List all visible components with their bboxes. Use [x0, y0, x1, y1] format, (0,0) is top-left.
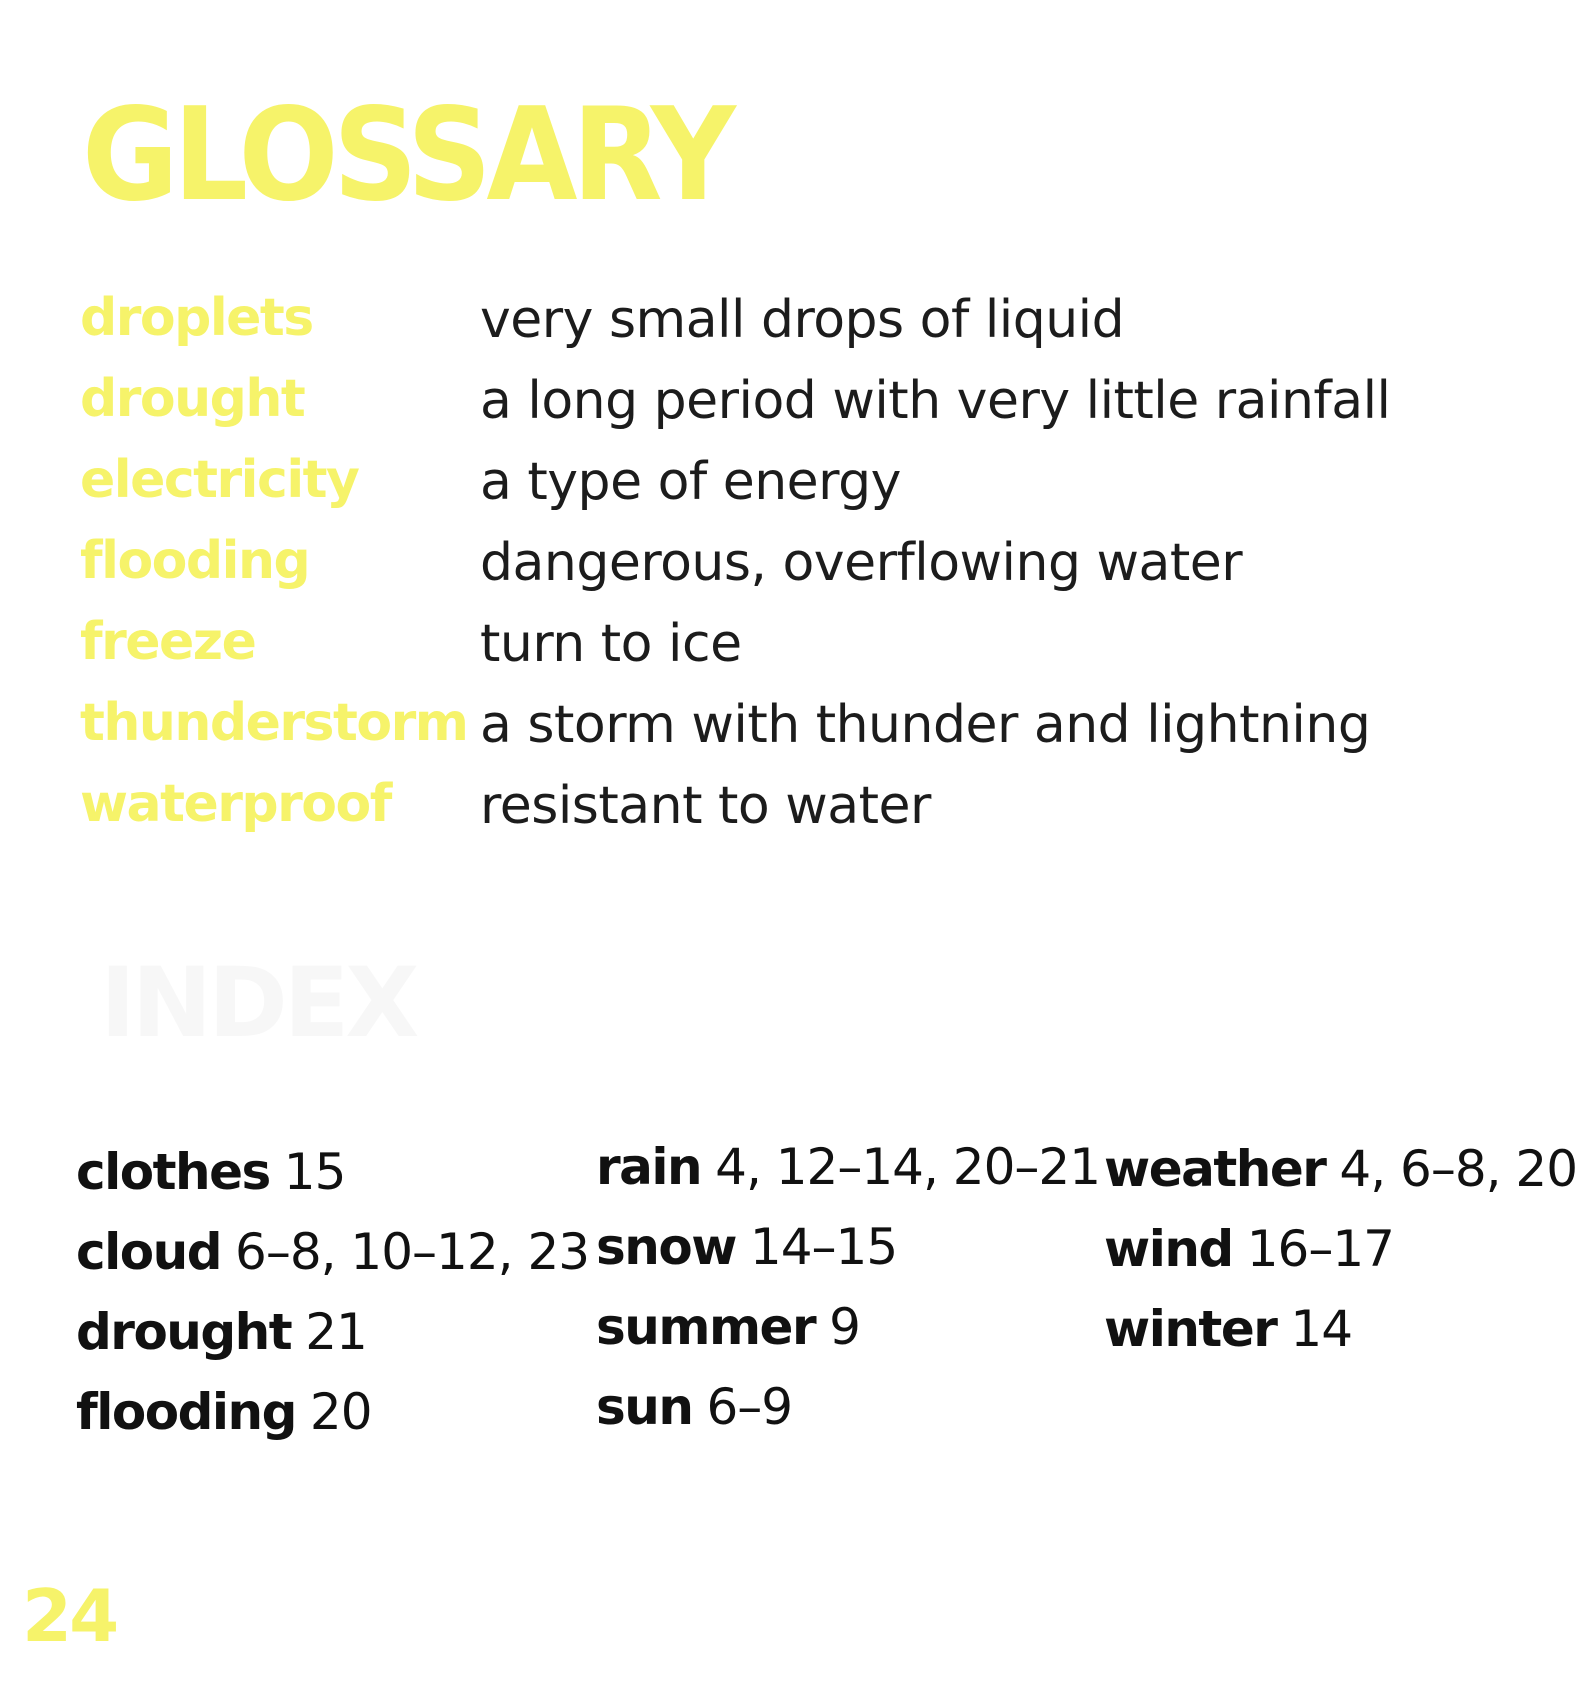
- glossary-definition: resistant to water: [480, 776, 931, 836]
- glossary-term: electricity: [80, 450, 359, 510]
- index-pages: 14: [1290, 1300, 1353, 1358]
- index-term: wind: [1104, 1220, 1233, 1278]
- glossary-title: GLOSSARY: [82, 81, 731, 230]
- glossary-definition: a type of energy: [480, 452, 901, 512]
- index-pages: 16–17: [1246, 1220, 1394, 1278]
- index-pages: 20: [309, 1383, 372, 1441]
- index-column: [1104, 1142, 1577, 1382]
- index-column: [596, 1140, 1100, 1460]
- glossary-entry: [80, 371, 1530, 452]
- glossary-entry: [80, 533, 1530, 614]
- index-term: clothes: [76, 1143, 270, 1201]
- index-term: sun: [596, 1378, 693, 1436]
- glossary-entry: [80, 614, 1530, 695]
- index-term: drought: [76, 1303, 292, 1361]
- index-entry: [596, 1220, 1100, 1300]
- index-heading: INDEX: [100, 947, 416, 1059]
- index-entry: [76, 1305, 589, 1385]
- glossary-entry: [80, 776, 1530, 857]
- index-entry: [1104, 1142, 1577, 1222]
- index-column: [76, 1145, 589, 1465]
- index-entry: [76, 1145, 589, 1225]
- index-term: weather: [1104, 1140, 1326, 1198]
- glossary-definition: a storm with thunder and lightning: [480, 695, 1371, 755]
- index-term: flooding: [76, 1383, 296, 1441]
- glossary-entry: [80, 695, 1530, 776]
- glossary-list: [80, 290, 1530, 857]
- index-pages: 15: [283, 1143, 346, 1201]
- glossary-term: droplets: [80, 288, 313, 348]
- glossary-term: freeze: [80, 612, 256, 672]
- index-pages: 21: [305, 1303, 367, 1361]
- index-entry: [596, 1380, 1100, 1460]
- index-term: cloud: [76, 1223, 222, 1281]
- glossary-entry: [80, 290, 1530, 371]
- glossary-definition: a long period with very little rainfall: [480, 371, 1391, 431]
- index-pages: 14–15: [749, 1218, 898, 1276]
- index-entry: [596, 1300, 1100, 1380]
- index-pages: 4, 6–8, 20: [1339, 1140, 1578, 1198]
- index-pages: 4, 12–14, 20–21: [715, 1138, 1101, 1196]
- index-entry: [1104, 1302, 1577, 1382]
- index-pages: 6–8, 10–12, 23: [235, 1223, 590, 1281]
- index-entry: [76, 1225, 589, 1305]
- glossary-term: thunderstorm: [80, 693, 468, 753]
- index-term: winter: [1104, 1300, 1277, 1358]
- index-pages: 9: [829, 1298, 860, 1356]
- glossary-term: flooding: [80, 531, 310, 591]
- page-number: 24: [22, 1574, 117, 1658]
- glossary-term: waterproof: [80, 774, 391, 834]
- glossary-entry: [80, 452, 1530, 533]
- index-term: snow: [596, 1218, 736, 1276]
- index-entry: [76, 1385, 589, 1465]
- glossary-definition: turn to ice: [480, 614, 742, 674]
- index-term: rain: [596, 1138, 702, 1196]
- glossary-term: drought: [80, 369, 305, 429]
- index-entry: [596, 1140, 1100, 1220]
- glossary-definition: very small drops of liquid: [480, 290, 1125, 350]
- glossary-definition: dangerous, overflowing water: [480, 533, 1243, 593]
- index-pages: 6–9: [706, 1378, 793, 1436]
- index-term: summer: [596, 1298, 816, 1356]
- index-entry: [1104, 1222, 1577, 1302]
